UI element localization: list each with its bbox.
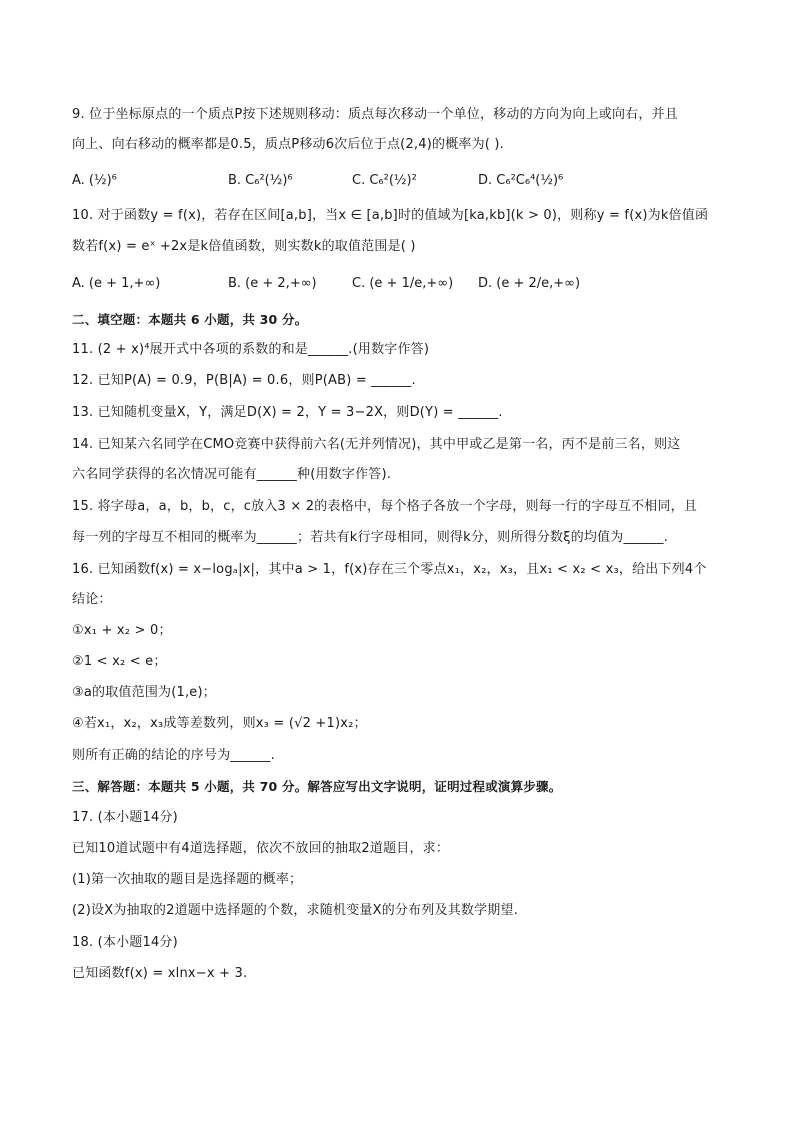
- q14-line-2: 六名同学获得的名次情况可能有______种(用数字作答).: [72, 467, 392, 482]
- q10-option-d: D. (e + 2/e,+∞): [478, 276, 581, 291]
- q13: 13. 已知随机变量X，Y，满足D(X) = 2，Y = 3−2X，则D(Y) = ______.: [72, 405, 503, 420]
- q10-option-c: C. (e + 1/e,+∞): [352, 276, 454, 291]
- q17-heading: 17. (本小题14分): [72, 810, 178, 825]
- q9-option-d: D. C₆²C₆⁴(½)⁶: [478, 173, 564, 188]
- section-2-heading: 二、填空题：本题共 6 小题，共 30 分。: [72, 312, 308, 327]
- q9-option-a: A. (½)⁶: [72, 173, 117, 188]
- q17-text: 已知10道试题中有4道选择题，依次不放回的抽取2道题目，求：: [72, 841, 450, 856]
- q16-line-2: 结论：: [72, 592, 112, 607]
- q16-ending: 则所有正确的结论的序号为______.: [72, 748, 275, 763]
- q9-option-b: B. C₆²(½)⁶: [228, 173, 293, 188]
- q10-options: [72, 275, 732, 297]
- q16-conclusion-3: ③a的取值范围为(1,e)；: [72, 685, 216, 700]
- q11: 11. (2 + x)⁴展开式中各项的系数的和是______.(用数字作答): [72, 342, 430, 357]
- q10-option-a: A. (e + 1,+∞): [72, 276, 161, 291]
- q9-options: [72, 172, 732, 194]
- q10-line-1: 10. 对于函数y = f(x)，若存在区间[a,b]，当x ∈ [a,b]时的值域为[ka,kb](k > 0)，则称y = f(x)为k倍值函: [72, 208, 709, 223]
- q10-line-2: 数若f(x) = eˣ +2x是k倍值函数，则实数k的取值范围是( ): [72, 239, 416, 254]
- q18-heading: 18. (本小题14分): [72, 935, 178, 950]
- q9-line-2: 向上、向右移动的概率都是0.5，质点P移动6次后位于点(2,4)的概率为( ).: [72, 137, 505, 152]
- q17-part-2: (2)设X为抽取的2道题中选择题的个数，求随机变量X的分布列及其数学期望.: [72, 903, 519, 918]
- q18-text: 已知函数f(x) = xlnx−x + 3.: [72, 966, 248, 981]
- q15-line-2: 每一列的字母互不相同的概率为______；若共有k行字母相同，则得k分，则所得分数ξ的均值为______.: [72, 530, 669, 545]
- q12: 12. 已知P(A) = 0.9，P(B|A) = 0.6，则P(AB) = ______.: [72, 373, 416, 388]
- q9-option-c: C. C₆²(½)²: [352, 173, 417, 188]
- q16-conclusion-2: ②1 < x₂ < e；: [72, 654, 167, 669]
- q16-line-1: 16. 已知函数f(x) = x−logₐ|x|，其中a > 1，f(x)存在三个零点x₁，x₂，x₃，且x₁ < x₂ < x₃，给出下列4个: [72, 562, 707, 577]
- q14-line-1: 14. 已知某六名同学在CMO竞赛中获得前六名(无并列情况)，其中甲或乙是第一名，丙不是前三名，则这: [72, 437, 681, 452]
- q16-conclusion-4: ④若x₁，x₂，x₃成等差数列，则x₃ = (√2 +1)x₂；: [72, 716, 367, 731]
- q10-option-b: B. (e + 2,+∞): [228, 276, 317, 291]
- q16-conclusion-1: ①x₁ + x₂ > 0；: [72, 623, 172, 638]
- q9-line-1: 9. 位于坐标原点的一个质点P按下述规则移动：质点每次移动一个单位，移动的方向为向上或向右，并且: [72, 107, 678, 122]
- q15-line-1: 15. 将字母a，a，b，b，c，c放入3 × 2的表格中，每个格子各放一个字母，则每一行的字母互不相同，且: [72, 499, 698, 514]
- q17-part-1: (1)第一次抽取的题目是选择题的概率；: [72, 872, 303, 887]
- section-3-heading: 三、解答题：本题共 5 小题，共 70 分。解答应写出文字说明，证明过程或演算步骤。: [72, 779, 562, 794]
